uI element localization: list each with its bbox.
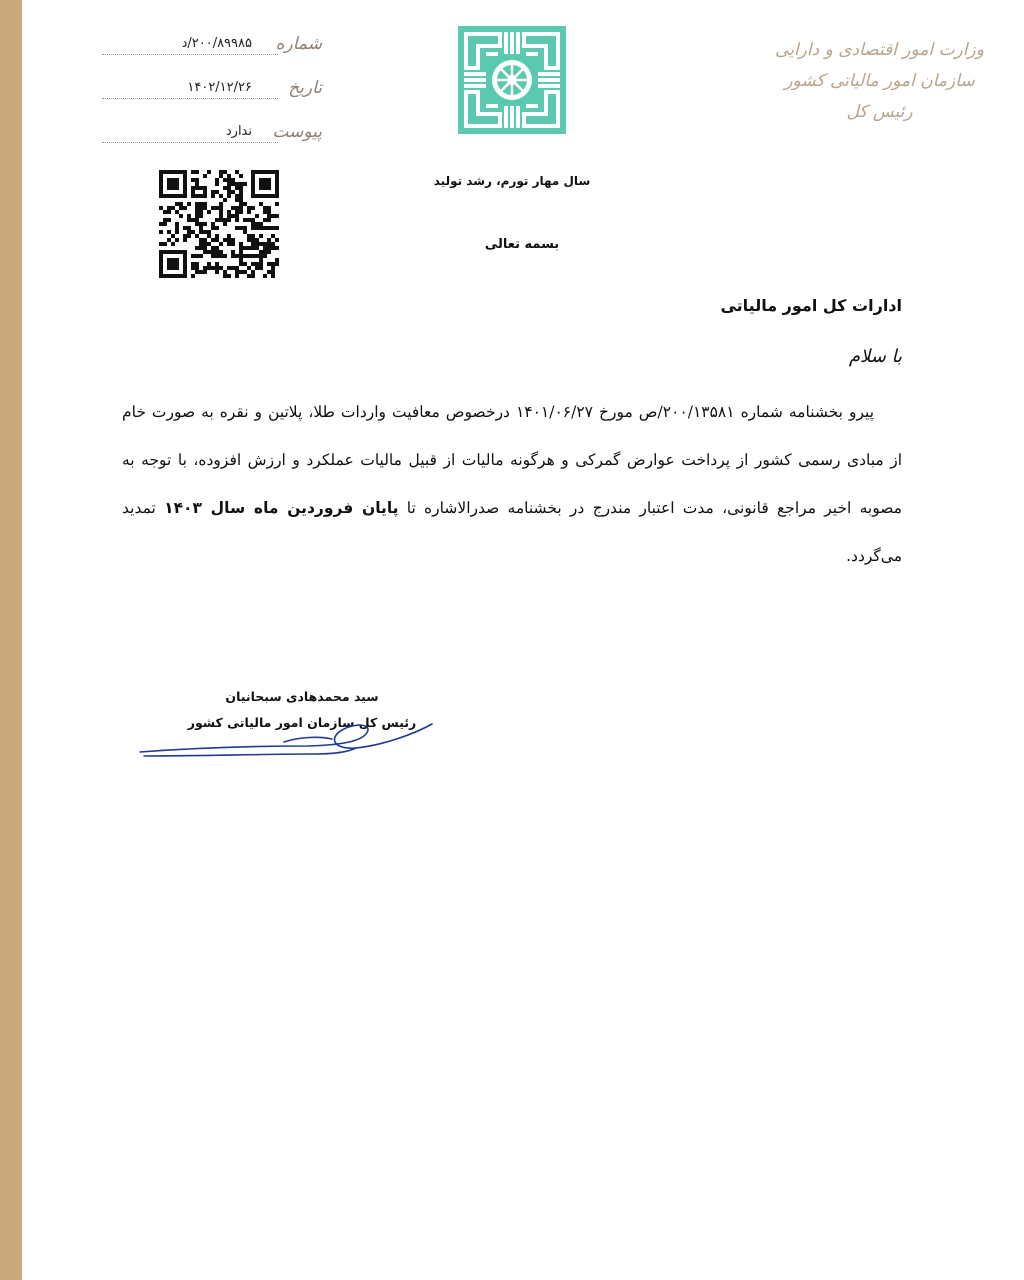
ministry-name: وزارت امور اقتصادی و دارایی <box>775 40 984 60</box>
document-page <box>22 0 1024 1280</box>
handwritten-signature <box>134 712 434 764</box>
ministry-header <box>767 35 992 128</box>
year-slogan: سال مهار تورم، رشد تولید <box>433 174 591 188</box>
attachment-label: پیوست <box>272 122 322 142</box>
letter-number-label: شماره <box>275 34 322 54</box>
body-main-text: پیرو بخشنامه شماره ۲۰۰/۱۳۵۸۱/ص مورخ ۱۴۰۱/۰۶/۲۷ درخصوص معافیت واردات طلا، پلاتین و نقره به صورت خام از مبادی رسمی کشور از پرداخت عوارض گمرکی و هرگونه مالیات از قبیل مالیات عملکرد و ارزش افزوده، با توجه به مصوبه اخیر مراجع قانونی، مدت اعتبار مندرج در بخشنامه صدرالاشاره تا <box>122 403 902 517</box>
signer-title: رئیس کل سازمان امور مالیاتی کشور <box>187 715 417 730</box>
body-closing: تمدید می‌گردد. <box>122 499 902 565</box>
letter-body <box>122 388 902 580</box>
letter-number-value: ۲۰۰/۸۹۹۸۵/د <box>178 36 256 51</box>
dotted-line <box>102 54 278 55</box>
body-emphasis: پایان فروردین ماه سال ۱۴۰۳ <box>164 499 399 517</box>
letter-metadata <box>102 30 322 162</box>
qr-code <box>158 170 280 278</box>
organization-name: سازمان امور مالیاتی کشور <box>784 71 975 91</box>
bismillah: بسمه تعالی <box>484 237 560 252</box>
letter-date-value: ۱۴۰۲/۱۲/۲۶ <box>183 80 256 95</box>
letter-number-row <box>102 30 322 74</box>
office-title: رئیس کل <box>846 102 913 122</box>
dotted-line <box>102 142 278 143</box>
dotted-line <box>102 98 278 99</box>
signer-name: سید محمدهادی سبحانیان <box>225 689 379 704</box>
attachment-value: ندارد <box>222 124 256 139</box>
letter-date-row <box>102 74 322 118</box>
recipient: ادارات کل امور مالیاتی <box>720 296 902 315</box>
letter-date-label: تاریخ <box>288 78 322 98</box>
greeting: با سلام <box>848 346 902 367</box>
attachment-row <box>102 118 322 162</box>
tax-organization-logo <box>456 24 568 136</box>
